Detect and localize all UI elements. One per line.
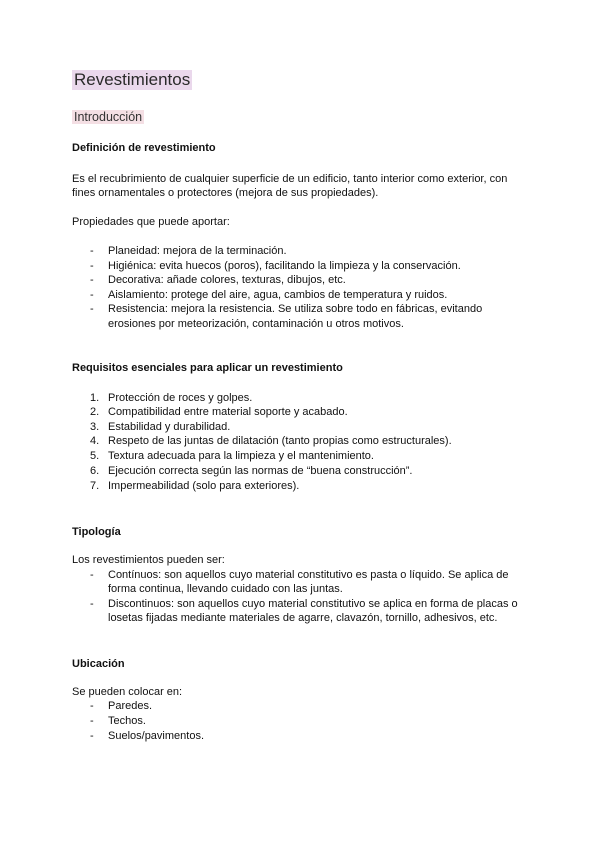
list-number: 3.	[90, 421, 100, 433]
heading-ubicacion: Ubicación	[72, 658, 125, 670]
list-number: 5.	[90, 450, 100, 462]
list-item: Ejecución correcta según las normas de “buena construcción”.	[108, 465, 413, 477]
bullet-marker: -	[90, 245, 94, 257]
heading-definicion: Definición de revestimiento	[72, 142, 216, 154]
bullet-marker: -	[90, 569, 94, 581]
list-number: 7.	[90, 480, 100, 492]
bullet-marker: -	[90, 303, 94, 315]
list-item: Paredes.	[108, 700, 153, 712]
bullet-marker: -	[90, 274, 94, 286]
section-subtitle: Introducción	[74, 110, 143, 124]
list-item: Respeto de las juntas de dilatación (tanto propias como estructurales).	[108, 435, 452, 447]
list-item: Discontinuos: son aquellos cuyo material constitutivo se aplica en forma de placas o	[108, 598, 518, 610]
list-item: Compatibilidad entre material soporte y acabado.	[108, 406, 348, 418]
bullet-marker: -	[90, 289, 94, 301]
list-item: Decorativa: añade colores, texturas, dibujos, etc.	[108, 274, 346, 286]
definicion-paragraph-line-1: Es el recubrimiento de cualquier superficie de un edificio, tanto interior como exterior, con	[72, 173, 508, 185]
list-item: Textura adecuada para la limpieza y el mantenimiento.	[108, 450, 374, 462]
list-item: Estabilidad y durabilidad.	[108, 421, 231, 433]
bullet-marker: -	[90, 598, 94, 610]
bullet-marker: -	[90, 715, 94, 727]
list-item: Protección de roces y golpes.	[108, 392, 253, 404]
list-item: Resistencia: mejora la resistencia. Se utiliza sobre todo en fábricas, evitando	[108, 303, 483, 315]
list-item: Suelos/pavimentos.	[108, 730, 204, 742]
list-item: Aislamiento: protege del aire, agua, cambios de temperatura y ruidos.	[108, 289, 448, 301]
bullet-marker: -	[90, 730, 94, 742]
bullet-marker: -	[90, 700, 94, 712]
list-item: Higiénica: evita huecos (poros), facilitando la limpieza y la conservación.	[108, 260, 461, 272]
heading-tipologia: Tipología	[72, 526, 121, 538]
list-number: 1.	[90, 392, 100, 404]
list-number: 2.	[90, 406, 100, 418]
definicion-paragraph-line-2: fines ornamentales o protectores (mejora de sus propiedades).	[72, 187, 379, 199]
list-item-continuation: losetas fijadas mediante materiales de agarre, clavazón, tornillo, adhesivos, etc.	[108, 612, 498, 624]
list-item: Planeidad: mejora de la terminación.	[108, 245, 287, 257]
ubicacion-intro: Se pueden colocar en:	[72, 686, 183, 698]
list-number: 4.	[90, 435, 100, 447]
document-title: Revestimientos	[74, 70, 191, 89]
list-item-continuation: forma continua, llevando cuidado con las juntas.	[108, 583, 343, 595]
list-item-continuation: erosiones por meteorización, contaminación u otros motivos.	[108, 318, 404, 330]
heading-requisitos: Requisitos esenciales para aplicar un revestimiento	[72, 362, 343, 374]
list-item: Techos.	[108, 715, 146, 727]
list-item: Impermeabilidad (solo para exteriores).	[108, 480, 300, 492]
bullet-marker: -	[90, 260, 94, 272]
propiedades-intro: Propiedades que puede aportar:	[72, 216, 230, 228]
tipologia-intro: Los revestimientos pueden ser:	[72, 554, 225, 566]
list-item: Contínuos: son aquellos cuyo material constitutivo es pasta o líquido. Se aplica de	[108, 569, 509, 581]
list-number: 6.	[90, 465, 100, 477]
